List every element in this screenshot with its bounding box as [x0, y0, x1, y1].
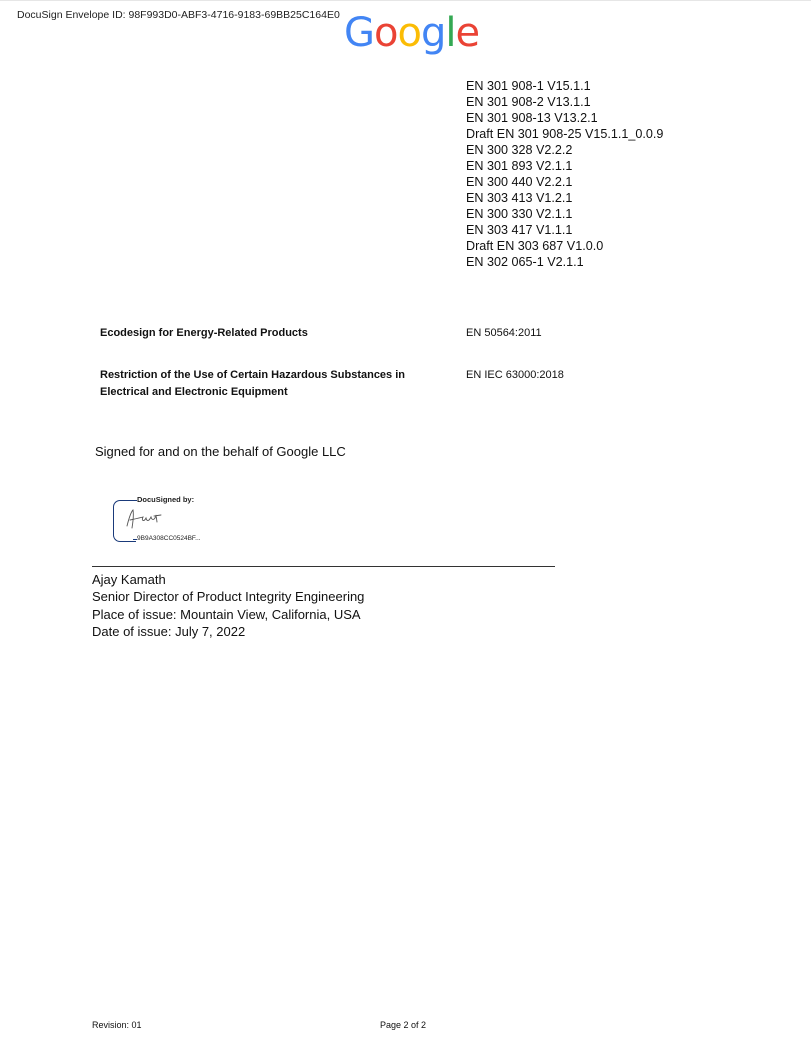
page-number: Page 2 of 2 — [380, 1020, 427, 1030]
docusign-id: 9B9A308CC0524BF... — [137, 535, 201, 542]
signed-for-text: Signed for and on the behalf of Google LLC — [95, 444, 346, 459]
directive-value-rohs: EN IEC 63000:2018 — [466, 369, 564, 381]
standard-item: Draft EN 301 908-25 V15.1.1_0.0.9 — [466, 127, 664, 141]
standard-item: EN 300 330 V2.1.1 — [466, 207, 573, 221]
logo-letter-2: o — [374, 10, 398, 56]
standard-item: EN 300 440 V2.2.1 — [466, 175, 573, 189]
standard-item: EN 301 893 V2.1.1 — [466, 159, 573, 173]
logo-letter-4: g — [420, 10, 446, 56]
logo-letter-6: e — [455, 10, 480, 56]
docusign-stamp — [113, 495, 223, 544]
signer-name: Ajay Kamath — [92, 572, 166, 587]
signer-block — [92, 571, 364, 640]
signer-title: Senior Director of Product Integrity Engineering — [92, 589, 365, 605]
google-logo — [344, 10, 480, 56]
revision-text: Revision: 01 — [92, 1020, 142, 1030]
handwritten-signature — [121, 504, 171, 532]
standards-list — [466, 78, 663, 270]
logo-letter-1: G — [344, 10, 374, 56]
directive-value-ecodesign: EN 50564:2011 — [466, 327, 542, 339]
signature-line — [92, 566, 555, 567]
standard-item: EN 302 065-1 V2.1.1 — [466, 255, 584, 269]
standard-item: Draft EN 303 687 V1.0.0 — [466, 239, 604, 253]
standard-item: EN 301 908-13 V13.2.1 — [466, 111, 598, 125]
place-of-issue: Place of issue: Mountain View, California, USA — [92, 606, 361, 622]
directive-label-ecodesign: Ecodesign for Energy-Related Products — [100, 327, 308, 339]
standard-item: EN 301 908-1 V15.1.1 — [466, 79, 591, 93]
top-border — [0, 0, 811, 1]
logo-letter-5: l — [445, 10, 456, 56]
date-of-issue: Date of issue: July 7, 2022 — [92, 623, 246, 639]
envelope-id: DocuSign Envelope ID: 98F993D0-ABF3-4716-9183-69BB25C164E0 — [17, 9, 340, 21]
standard-item: EN 303 417 V1.1.1 — [466, 223, 573, 237]
directive-label-rohs: Restriction of the Use of Certain Hazardous Substances in Electrical and Electronic Equipment — [100, 369, 406, 398]
standard-item: EN 300 328 V2.2.2 — [466, 143, 573, 157]
logo-letter-3: o — [397, 10, 421, 56]
docusign-title: DocuSigned by: — [137, 495, 195, 504]
standard-item: EN 301 908-2 V13.1.1 — [466, 95, 591, 109]
standard-item: EN 303 413 V1.2.1 — [466, 191, 573, 205]
